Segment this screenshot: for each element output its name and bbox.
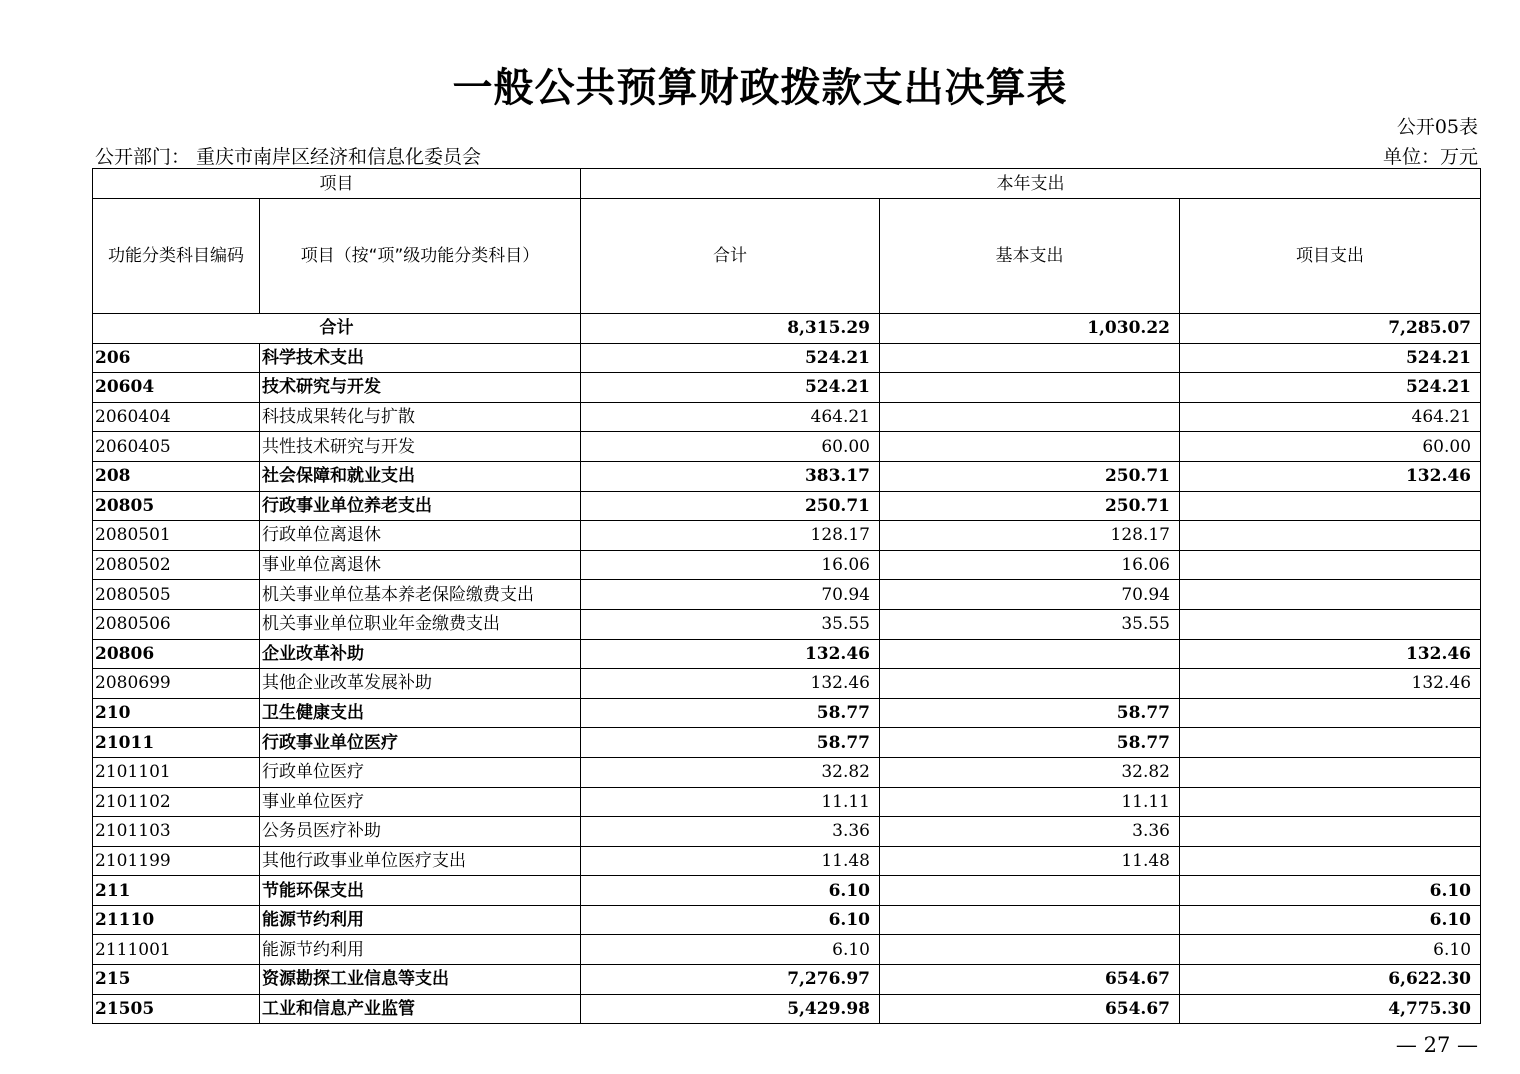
cell-name: 行政事业单位养老支出 [260,491,581,521]
cell-total: 58.77 [581,728,880,758]
cell-basic: 16.06 [880,550,1180,580]
header-row-2 [93,199,1481,314]
table-row [93,669,1481,699]
cell-code: 2101101 [93,757,260,787]
cell-name: 行政单位医疗 [260,757,581,787]
table-row [93,550,1481,580]
cell-basic [880,432,1180,462]
cell-code: 21505 [93,994,260,1024]
cell-total: 35.55 [581,609,880,639]
cell-total: 464.21 [581,402,880,432]
cell-total: 3.36 [581,817,880,847]
cell-code: 20604 [93,373,260,403]
table-row [93,846,1481,876]
total-total: 8,315.29 [581,314,880,344]
cell-project: 6,622.30 [1180,965,1481,995]
cell-name: 机关事业单位职业年金缴费支出 [260,609,581,639]
unit-label: 单位：万元 [1382,146,1478,168]
cell-project: 4,775.30 [1180,994,1481,1024]
cell-basic [880,876,1180,906]
cell-name: 企业改革补助 [260,639,581,669]
cell-total: 58.77 [581,698,880,728]
table-row [93,728,1481,758]
cell-total: 6.10 [581,935,880,965]
header-row-1 [93,169,1481,199]
cell-name: 行政单位离退休 [260,521,581,551]
cell-code: 2101199 [93,846,260,876]
cell-name: 事业单位医疗 [260,787,581,817]
cell-name: 行政事业单位医疗 [260,728,581,758]
cell-code: 210 [93,698,260,728]
cell-code: 20805 [93,491,260,521]
cell-total: 132.46 [581,669,880,699]
cell-total: 5,429.98 [581,994,880,1024]
cell-total: 132.46 [581,639,880,669]
cell-project [1180,550,1481,580]
cell-total: 6.10 [581,905,880,935]
cell-name: 卫生健康支出 [260,698,581,728]
cell-project [1180,817,1481,847]
cell-total: 70.94 [581,580,880,610]
cell-name: 能源节约利用 [260,935,581,965]
header-code: 功能分类科目编码 [93,199,260,314]
cell-project [1180,846,1481,876]
cell-basic: 32.82 [880,757,1180,787]
cell-project: 6.10 [1180,905,1481,935]
cell-code: 206 [93,343,260,373]
table-row [93,491,1481,521]
cell-total: 383.17 [581,461,880,491]
cell-code: 2101103 [93,817,260,847]
table-row [93,521,1481,551]
cell-name: 事业单位离退休 [260,550,581,580]
table-row [93,343,1481,373]
table-row [93,994,1481,1024]
cell-code: 21011 [93,728,260,758]
total-row [93,314,1481,344]
cell-name: 科技成果转化与扩散 [260,402,581,432]
cell-project: 6.10 [1180,876,1481,906]
table-row [93,787,1481,817]
cell-total: 524.21 [581,373,880,403]
cell-project [1180,757,1481,787]
cell-name: 科学技术支出 [260,343,581,373]
cell-code: 208 [93,461,260,491]
cell-project [1180,698,1481,728]
cell-name: 资源勘探工业信息等支出 [260,965,581,995]
table-row [93,905,1481,935]
cell-project: 464.21 [1180,402,1481,432]
header-total: 合计 [581,199,880,314]
cell-basic: 654.67 [880,965,1180,995]
cell-total: 60.00 [581,432,880,462]
expenditure-table [92,168,1481,1024]
cell-code: 2080506 [93,609,260,639]
cell-project: 524.21 [1180,373,1481,403]
header-basic: 基本支出 [880,199,1180,314]
cell-name: 工业和信息产业监管 [260,994,581,1024]
cell-total: 11.48 [581,846,880,876]
cell-basic: 128.17 [880,521,1180,551]
table-row [93,402,1481,432]
department-label: 公开部门： 重庆市南岸区经济和信息化委员会 [95,146,482,168]
cell-code: 2060404 [93,402,260,432]
cell-basic: 250.71 [880,491,1180,521]
cell-name: 技术研究与开发 [260,373,581,403]
cell-basic [880,343,1180,373]
cell-project [1180,609,1481,639]
cell-project [1180,491,1481,521]
cell-basic [880,402,1180,432]
cell-project [1180,580,1481,610]
cell-basic: 11.11 [880,787,1180,817]
cell-basic [880,373,1180,403]
header-name: 项目（按“项”级功能分类科目） [260,199,581,314]
cell-name: 公务员医疗补助 [260,817,581,847]
table-row [93,698,1481,728]
table-row [93,817,1481,847]
total-basic: 1,030.22 [880,314,1180,344]
cell-name: 共性技术研究与开发 [260,432,581,462]
cell-name: 机关事业单位基本养老保险缴费支出 [260,580,581,610]
table-row [93,609,1481,639]
cell-code: 215 [93,965,260,995]
header-project: 项目 [93,169,581,199]
cell-basic: 250.71 [880,461,1180,491]
cell-project: 132.46 [1180,669,1481,699]
cell-code: 2080699 [93,669,260,699]
cell-basic: 3.36 [880,817,1180,847]
table-row [93,461,1481,491]
cell-basic [880,639,1180,669]
total-label: 合计 [93,314,581,344]
page-title: 一般公共预算财政拨款支出决算表 [452,64,1068,111]
cell-project [1180,787,1481,817]
cell-project: 6.10 [1180,935,1481,965]
cell-basic: 70.94 [880,580,1180,610]
cell-name: 节能环保支出 [260,876,581,906]
cell-basic: 35.55 [880,609,1180,639]
cell-total: 11.11 [581,787,880,817]
table-row [93,580,1481,610]
cell-code: 2111001 [93,935,260,965]
cell-basic: 654.67 [880,994,1180,1024]
cell-code: 2080505 [93,580,260,610]
table-row [93,432,1481,462]
cell-project: 60.00 [1180,432,1481,462]
table-row [93,965,1481,995]
table-row [93,876,1481,906]
cell-code: 211 [93,876,260,906]
total-project: 7,285.07 [1180,314,1481,344]
cell-basic: 58.77 [880,698,1180,728]
table-row [93,935,1481,965]
cell-code: 2101102 [93,787,260,817]
cell-name: 社会保障和就业支出 [260,461,581,491]
cell-project: 132.46 [1180,639,1481,669]
form-number: 公开05表 [1396,116,1478,138]
cell-project [1180,521,1481,551]
cell-total: 6.10 [581,876,880,906]
cell-name: 其他企业改革发展补助 [260,669,581,699]
cell-code: 2080502 [93,550,260,580]
cell-name: 其他行政事业单位医疗支出 [260,846,581,876]
cell-total: 128.17 [581,521,880,551]
cell-total: 32.82 [581,757,880,787]
cell-project [1180,728,1481,758]
cell-basic [880,935,1180,965]
cell-project: 132.46 [1180,461,1481,491]
cell-basic: 11.48 [880,846,1180,876]
page-number: — 27 — [1395,1033,1478,1057]
header-project-expense: 项目支出 [1180,199,1481,314]
cell-project: 524.21 [1180,343,1481,373]
cell-name: 能源节约利用 [260,905,581,935]
header-current-year: 本年支出 [581,169,1481,199]
cell-basic [880,905,1180,935]
table-row [93,639,1481,669]
cell-code: 2060405 [93,432,260,462]
cell-code: 20806 [93,639,260,669]
cell-code: 2080501 [93,521,260,551]
cell-total: 16.06 [581,550,880,580]
cell-total: 524.21 [581,343,880,373]
cell-basic [880,669,1180,699]
cell-basic: 58.77 [880,728,1180,758]
cell-total: 250.71 [581,491,880,521]
table-row [93,373,1481,403]
table-row [93,757,1481,787]
cell-code: 21110 [93,905,260,935]
cell-total: 7,276.97 [581,965,880,995]
